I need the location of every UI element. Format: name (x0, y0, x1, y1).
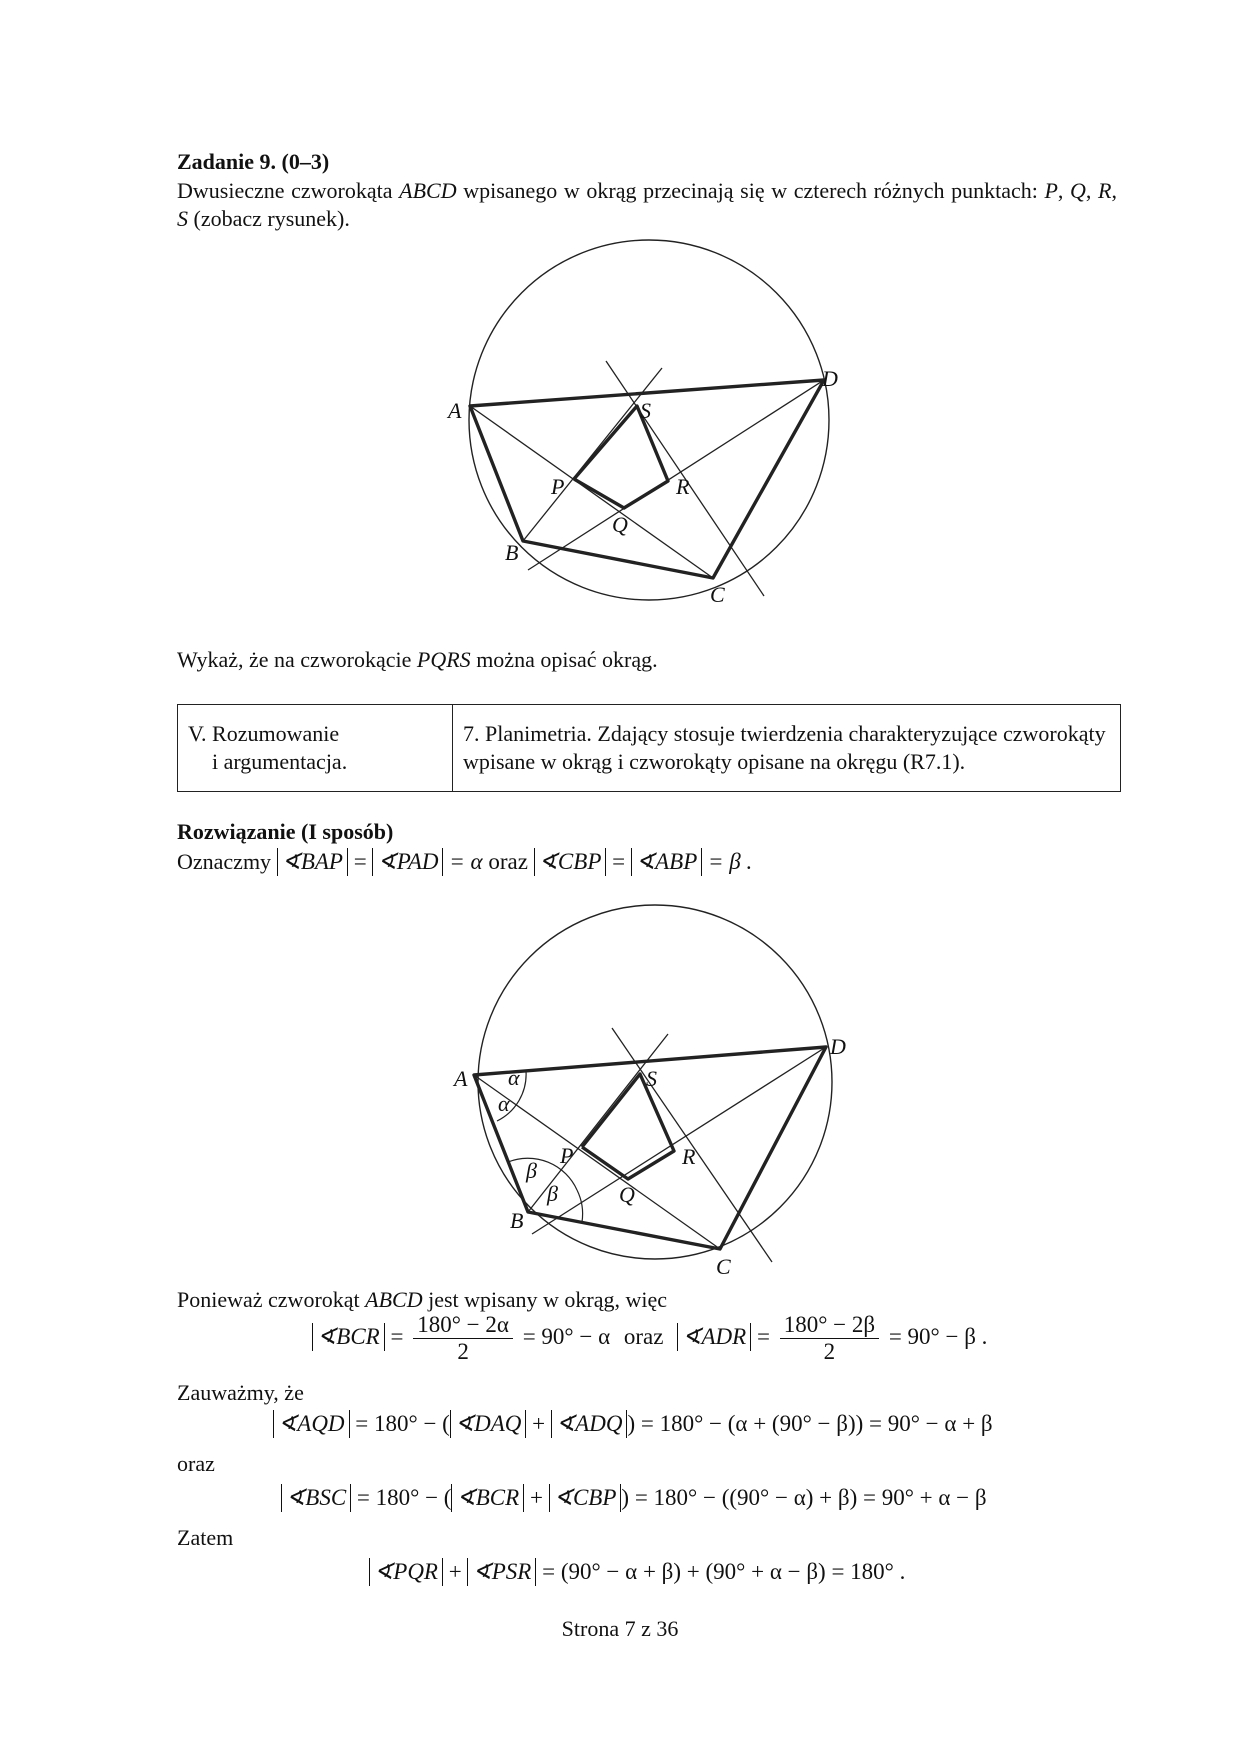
solution-title: Rozwiązanie (I sposób) (177, 819, 394, 844)
sum-tail: = (90° − α + β) + (90° + α − β) = 180° . (542, 1559, 906, 1584)
label-d: D (822, 366, 838, 391)
beta-2: β (547, 1181, 558, 1206)
label-r-2: R (682, 1144, 696, 1169)
label-a: A (448, 398, 462, 423)
angle-arc-b2 (577, 1190, 583, 1222)
angle-abp: ∢ABP (631, 848, 702, 876)
statement-text: wpisanego w okrąg przecinają się w czterech różnych punktach: (456, 178, 1045, 203)
alpha-eq: = α (449, 849, 483, 874)
angle-pad: ∢PAD (372, 848, 443, 876)
bcr-result: = 90° − α (522, 1323, 611, 1349)
formula-bsc (281, 1484, 987, 1512)
quad-name-2: ABCD (365, 1287, 423, 1312)
beta-eq: = β . (708, 849, 753, 874)
label-p: P (551, 474, 565, 499)
statement-text: (zobacz rysunek). (188, 206, 350, 231)
formula-aqd (273, 1410, 993, 1438)
label-c: C (710, 582, 725, 607)
label-d-2: D (830, 1034, 846, 1059)
req-area-line2: i argumentacja. (212, 749, 348, 774)
oraz-word: oraz (488, 849, 528, 874)
angle-psr: ∢PSR (467, 1558, 536, 1586)
oraz-word-2: oraz (623, 1323, 664, 1349)
label-a-2: A (454, 1066, 468, 1091)
label-s-2: S (646, 1066, 657, 1091)
bsc-mid: = 180° − ( (356, 1485, 452, 1510)
aqd-tail: ) = 180° − (α + (90° − β)) = 90° − α + β (627, 1411, 993, 1436)
separator: , (1111, 178, 1117, 203)
page-footer: Strona 7 z 36 (561, 1616, 679, 1641)
separator: , (1085, 178, 1099, 203)
since-text: Ponieważ czworokąt (177, 1287, 366, 1312)
def-formula: ∢BAP = ∢PAD = α oraz ∢CBP = ∢ABP = β . (277, 849, 753, 874)
beta-1: β (526, 1158, 537, 1183)
note-line: Zauważmy, że (177, 1380, 304, 1405)
intro-word: Oznaczmy (177, 849, 272, 874)
thus-line: Zatem (177, 1525, 234, 1550)
point-q: Q (1070, 178, 1086, 203)
task-title: Zadanie 9. (0–3) (177, 149, 330, 174)
plus-sign-2: + (529, 1485, 543, 1510)
bsc-tail: ) = 180° − ((90° − α) + β) = 90° + α − β (621, 1485, 987, 1510)
quad-pqrs-name: PQRS (416, 647, 471, 672)
fraction-bcr-den: 2 (457, 1339, 469, 1364)
prove-text: można opisać okrąg. (470, 647, 658, 672)
label-b: B (505, 540, 519, 565)
fraction-adr (780, 1312, 879, 1365)
req-area-line1: V. Rozumowanie (188, 721, 340, 746)
angle-aqd: ∢AQD (273, 1410, 350, 1438)
formula-sum (369, 1558, 905, 1586)
adr-result: = 90° − β . (888, 1323, 988, 1349)
since-text: jest wpisany w okrąg, więc (422, 1287, 667, 1312)
label-q-2: Q (619, 1182, 635, 1207)
angle-adr: ∢ADR (677, 1323, 751, 1351)
label-q: Q (612, 512, 628, 537)
label-c-2: C (716, 1254, 731, 1279)
angle-bap: ∢BAP (277, 848, 348, 876)
label-r: R (676, 474, 690, 499)
label-b-2: B (510, 1208, 524, 1233)
plus-sign-3: + (448, 1559, 462, 1584)
aqd-mid: = 180° − ( (355, 1411, 450, 1436)
angle-bcr-2: ∢BCR (451, 1484, 524, 1512)
angle-cbp: ∢CBP (534, 848, 607, 876)
quad-name: ABCD (399, 178, 457, 203)
alpha-1: α (508, 1065, 520, 1090)
and-line: oraz (177, 1451, 215, 1476)
angle-bcr: ∢BCR (312, 1323, 385, 1351)
plus-sign: + (532, 1411, 546, 1436)
angle-bsc: ∢BSC (281, 1484, 351, 1512)
fraction-bcr (413, 1312, 513, 1365)
since-line (177, 1286, 1117, 1314)
point-p: P (1044, 178, 1058, 203)
prove-text: Wykaż, że na czworokącie (177, 647, 417, 672)
label-p-2: P (560, 1143, 574, 1168)
point-s: S (177, 206, 188, 231)
statement-text: Dwusieczne czworokąta (177, 178, 400, 203)
req-desc-cell: 7. Planimetria. Zdający stosuje twierdzenia charakteryzujące czworokąty wpisane w okrąg i czworokąty opisane na okręgu (R7.1). (453, 705, 1121, 792)
fraction-bcr-num: 180° − 2α (413, 1312, 513, 1339)
label-s: S (640, 398, 651, 423)
angle-cbp-2: ∢CBP (549, 1484, 622, 1512)
alpha-2: α (498, 1091, 510, 1116)
point-r: R (1098, 178, 1112, 203)
angle-daq: ∢DAQ (450, 1410, 527, 1438)
fraction-adr-den: 2 (823, 1339, 836, 1364)
angle-adq: ∢ADQ (551, 1410, 628, 1438)
angle-pqr: ∢PQR (369, 1558, 443, 1586)
fraction-adr-num: 180° − 2β (780, 1312, 879, 1339)
separator: , (1057, 178, 1071, 203)
formula-bcr-adr: ∢BCR = $\frac{180^\circ - 2\alpha}{2}$ = 90° − α oraz ∢ADR = $\frac{180^\circ - 2\beta}{2}$ = 90° − β . (312, 1312, 987, 1365)
